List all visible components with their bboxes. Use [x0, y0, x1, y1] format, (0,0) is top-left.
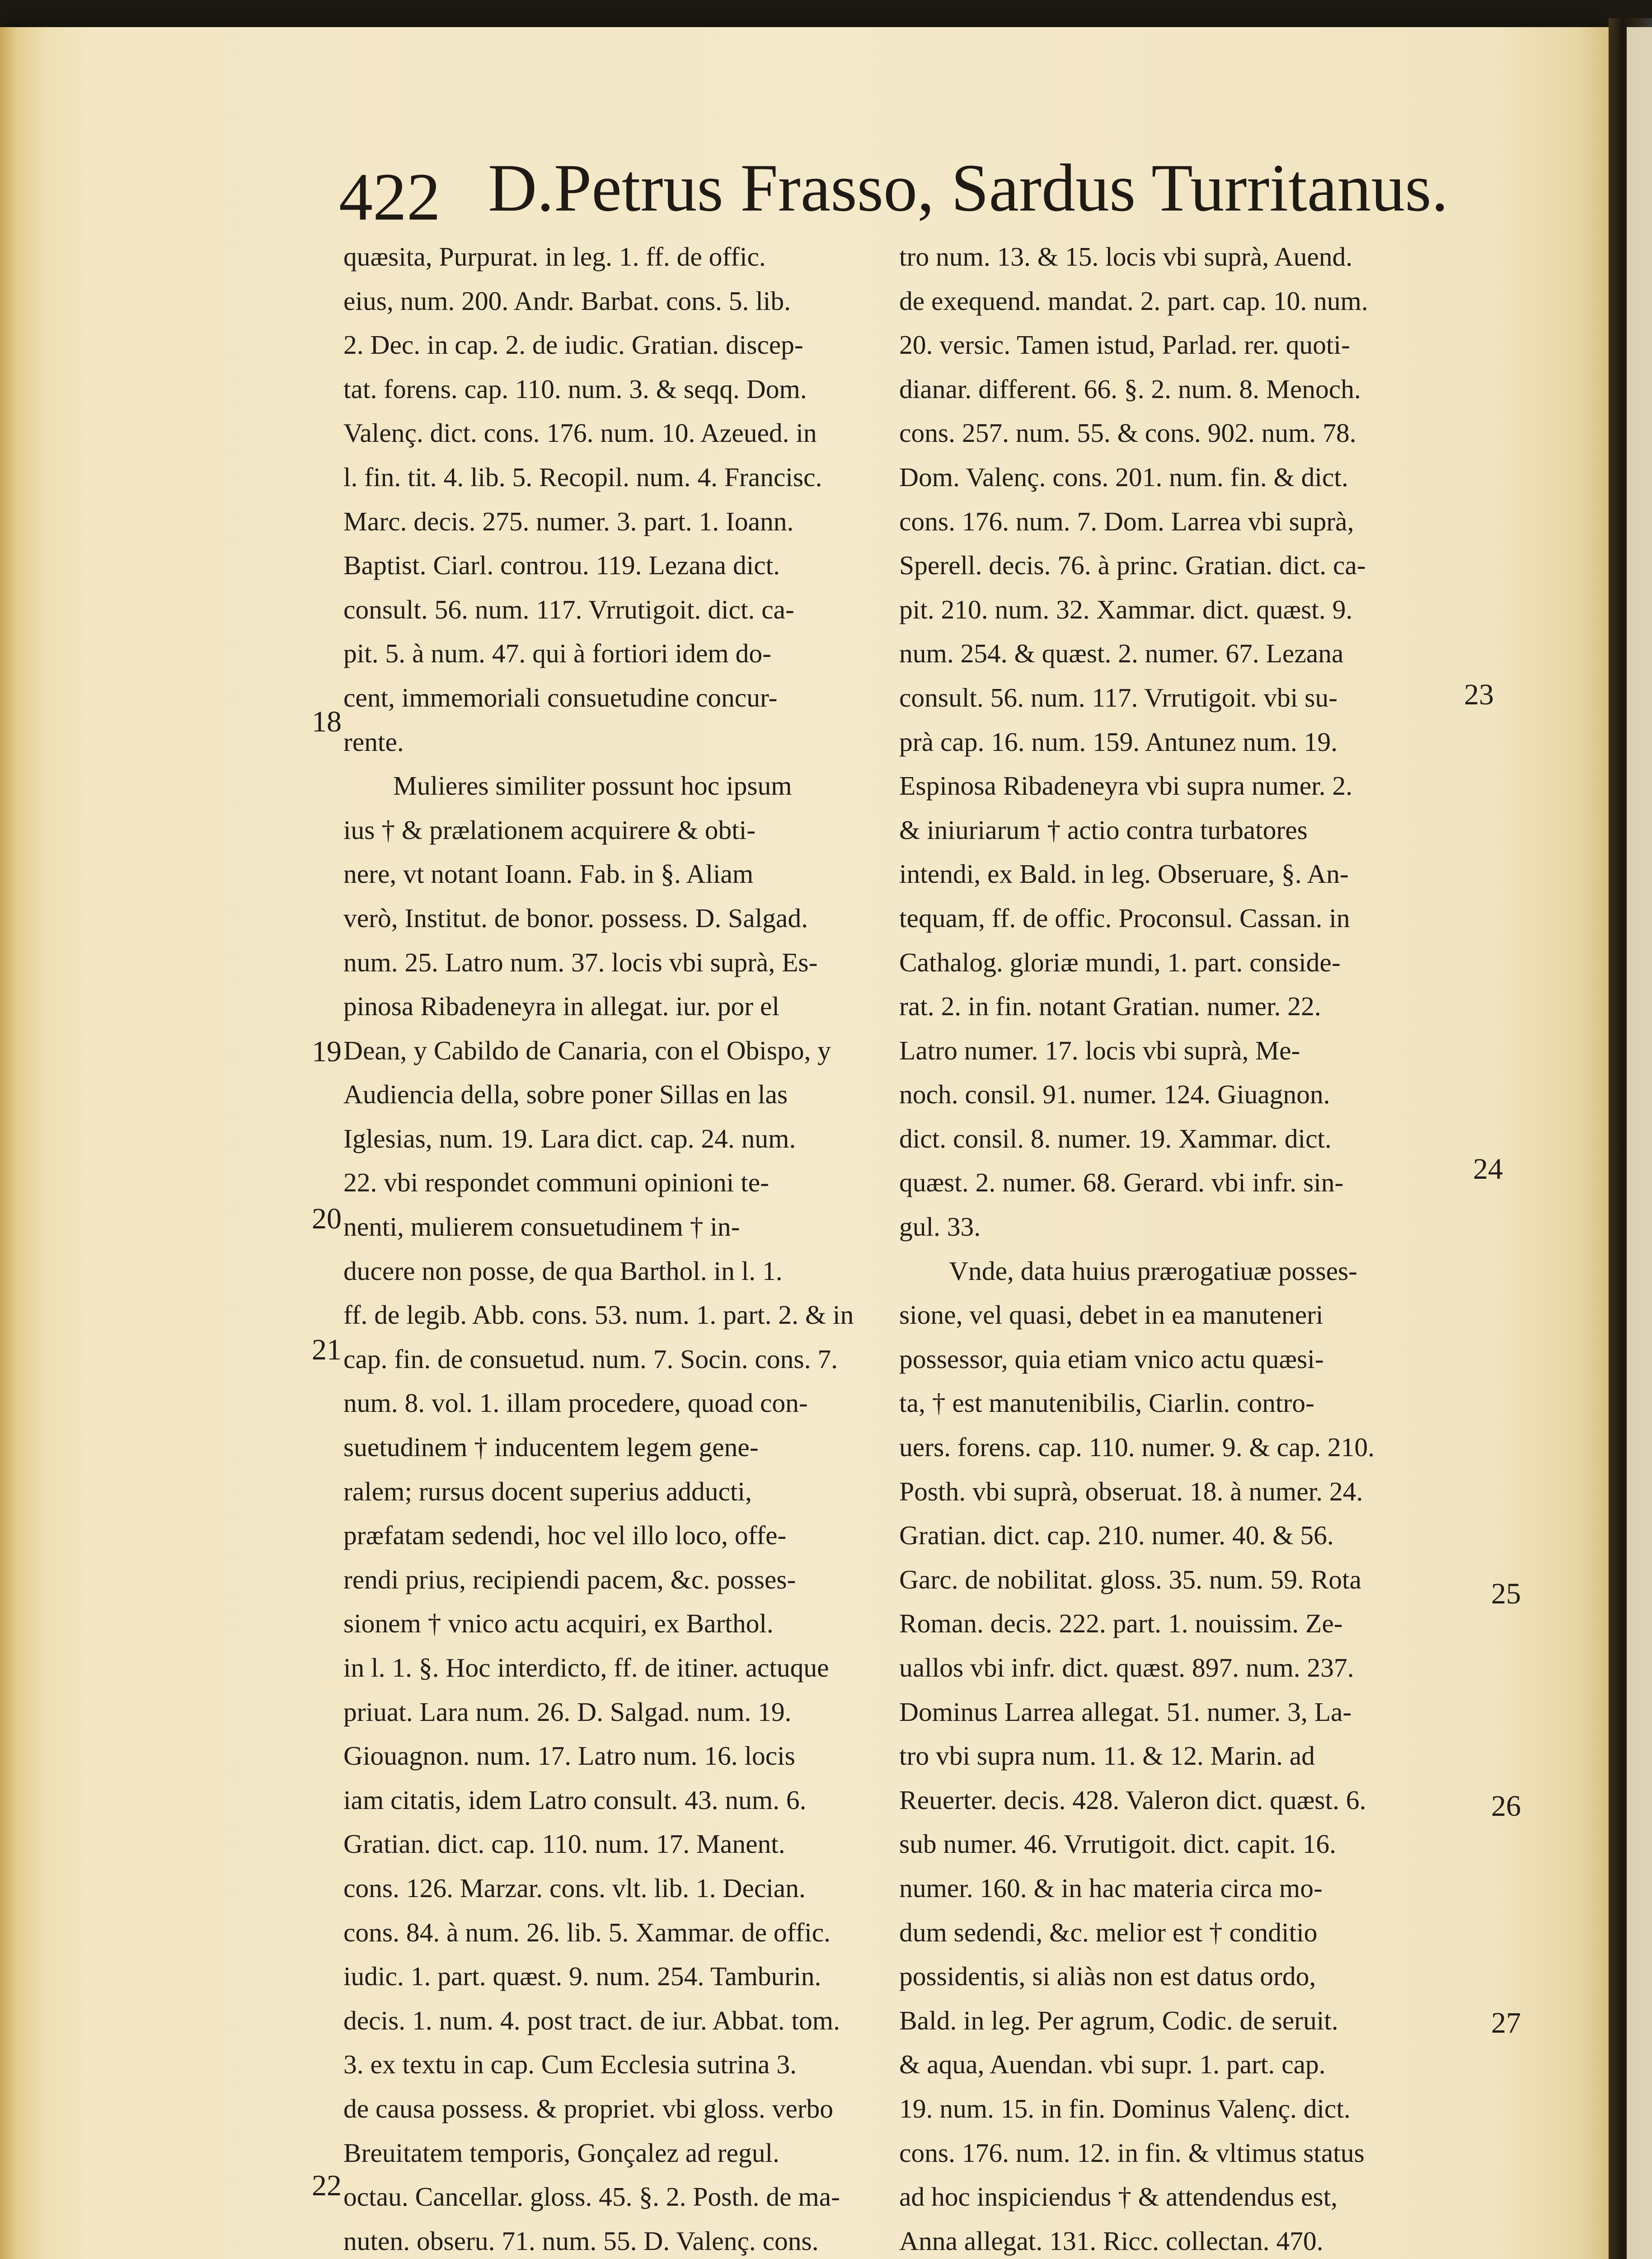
margin-number: 25	[1491, 1577, 1521, 1610]
text-line: intendi, ex Bald. in leg. Obseruare, §. An-	[899, 859, 1349, 889]
text-line: consult. 56. num. 117. Vrrutigoit. dict. ca-	[343, 594, 794, 624]
text-line: cons. 176. num. 12. in fin. & vltimus status	[899, 2137, 1365, 2168]
text-line: possessor, quia etiam vnico actu quæsi-	[899, 1344, 1324, 1374]
text-line: octau. Cancellar. gloss. 45. §. 2. Posth. de ma-	[343, 2182, 840, 2212]
text-line: l. fin. tit. 4. lib. 5. Recopil. num. 4. Francisc.	[343, 462, 822, 492]
text-line: quæst. 2. numer. 68. Gerard. vbi infr. sin-	[899, 1167, 1344, 1198]
text-line: quæsita, Purpurat. in leg. 1. ff. de offic.	[343, 242, 766, 272]
text-line: nuten. obseru. 71. num. 55. D. Valenç. cons.	[343, 2226, 819, 2256]
text-line: rente.	[343, 726, 404, 757]
margin-number: 23	[1464, 678, 1494, 711]
text-line: dianar. different. 66. §. 2. num. 8. Menoch.	[899, 374, 1361, 404]
text-line: & iniuriarum † actio contra turbatores	[899, 815, 1308, 845]
text-line: Reuerter. decis. 428. Valeron dict. quæst. 6.	[899, 1785, 1366, 1815]
text-line: Audiencia della, sobre poner Sillas en las	[343, 1079, 788, 1110]
text-line: iam citatis, idem Latro consult. 43. num. 6.	[343, 1785, 807, 1815]
text-line: ad hoc inspiciendus † & attendendus est,	[899, 2182, 1338, 2212]
text-line: in l. 1. §. Hoc interdicto, ff. de itiner. actuque	[343, 1653, 829, 1683]
text-line: uers. forens. cap. 110. numer. 9. & cap. 210.	[899, 1432, 1375, 1462]
text-line: Mulieres similiter possunt hoc ipsum	[393, 771, 792, 801]
text-line: tat. forens. cap. 110. num. 3. & seqq. Dom.	[343, 374, 807, 404]
page-number: 422	[339, 159, 441, 234]
text-line: pinosa Ribadeneyra in allegat. iur. por el	[343, 991, 779, 1022]
text-line: sione, vel quasi, debet in ea manuteneri	[899, 1300, 1323, 1330]
text-line: 20. versic. Tamen istud, Parlad. rer. quoti-	[899, 330, 1350, 360]
text-line: rat. 2. in fin. notant Gratian. numer. 22.	[899, 991, 1321, 1022]
text-line: tro vbi supra num. 11. & 12. Marin. ad	[899, 1741, 1315, 1771]
text-line: de exequend. mandat. 2. part. cap. 10. num.	[899, 286, 1368, 316]
margin-number: 26	[1491, 1790, 1521, 1823]
text-line: tro num. 13. & 15. locis vbi suprà, Auend.	[899, 242, 1353, 272]
right-text-column	[899, 235, 1441, 2259]
text-line: Iglesias, num. 19. Lara dict. cap. 24. num.	[343, 1123, 796, 1153]
text-line: uallos vbi infr. dict. quæst. 897. num. 237.	[899, 1653, 1354, 1683]
text-line: Dominus Larrea allegat. 51. numer. 3, La-	[899, 1697, 1352, 1727]
text-line: præfatam sedendi, hoc vel illo loco, offe-	[343, 1520, 787, 1551]
text-line: sub numer. 46. Vrrutigoit. dict. capit. 16.	[899, 1829, 1337, 1859]
left-text-column	[343, 235, 886, 2259]
margin-number: 21	[312, 1333, 342, 1366]
text-line: Espinosa Ribadeneyra vbi supra numer. 2.	[899, 771, 1353, 801]
text-line: Latro numer. 17. locis vbi suprà, Me-	[899, 1035, 1300, 1065]
text-line: 3. ex textu in cap. Cum Ecclesia sutrina 3.	[343, 2049, 797, 2080]
margin-number: 19	[312, 1035, 342, 1068]
text-line: cons. 257. num. 55. & cons. 902. num. 78.	[899, 418, 1356, 448]
text-line: cons. 126. Marzar. cons. vlt. lib. 1. Decian.	[343, 1873, 806, 1903]
text-line: dum sedendi, &c. melior est † conditio	[899, 1917, 1318, 1947]
text-line: num. 8. vol. 1. illam procedere, quoad con-	[343, 1388, 808, 1418]
text-line: 2. Dec. in cap. 2. de iudic. Gratian. discep-	[343, 330, 803, 360]
text-line: cons. 176. num. 7. Dom. Larrea vbi suprà,	[899, 506, 1354, 536]
text-line: Cathalog. gloriæ mundi, 1. part. conside-	[899, 947, 1341, 977]
text-line: cap. fin. de consuetud. num. 7. Socin. cons. 7.	[343, 1344, 838, 1374]
text-line: decis. 1. num. 4. post tract. de iur. Abbat. tom.	[343, 2005, 840, 2035]
text-line: num. 254. & quæst. 2. numer. 67. Lezana	[899, 638, 1344, 669]
text-line: noch. consil. 91. numer. 124. Giuagnon.	[899, 1079, 1330, 1110]
text-line: ralem; rursus docent superius adducti,	[343, 1476, 752, 1506]
text-line: Dean, y Cabildo de Canaria, con el Obispo, y	[343, 1035, 831, 1065]
text-line: Sperell. decis. 76. à princ. Gratian. dict. ca-	[899, 550, 1366, 581]
margin-number: 24	[1473, 1153, 1503, 1186]
margin-number: 27	[1491, 2006, 1521, 2039]
text-line: pit. 210. num. 32. Xammar. dict. quæst. 9.	[899, 594, 1353, 624]
text-line: ducere non posse, de qua Barthol. in l. 1.	[343, 1256, 783, 1286]
text-line: tequam, ff. de offic. Proconsul. Cassan. in	[899, 903, 1350, 933]
text-line: pit. 5. à num. 47. qui à fortiori idem do-	[343, 638, 771, 669]
margin-number: 18	[312, 705, 342, 738]
text-line: numer. 160. & in hac materia circa mo-	[899, 1873, 1323, 1903]
text-line: dict. consil. 8. numer. 19. Xammar. dict.	[899, 1123, 1332, 1153]
text-line: iudic. 1. part. quæst. 9. num. 254. Tamburin.	[343, 1961, 821, 1992]
text-line: Baptist. Ciarl. controu. 119. Lezana dict.	[343, 550, 780, 581]
margin-number: 20	[312, 1202, 342, 1235]
text-line: Posth. vbi suprà, obseruat. 18. à numer. 24.	[899, 1476, 1363, 1506]
text-line: Giouagnon. num. 17. Latro num. 16. locis	[343, 1741, 795, 1771]
text-line: eius, num. 200. Andr. Barbat. cons. 5. lib.	[343, 286, 791, 316]
text-line: & aqua, Auendan. vbi supr. 1. part. cap.	[899, 2049, 1326, 2080]
text-line: de causa possess. & propriet. vbi gloss. verbo	[343, 2093, 834, 2123]
text-line: suetudinem † inducentem legem gene-	[343, 1432, 759, 1462]
text-line: ius † & prælationem acquirere & obti-	[343, 815, 756, 845]
text-line: num. 25. Latro num. 37. locis vbi suprà, Es-	[343, 947, 818, 977]
text-line: ff. de legib. Abb. cons. 53. num. 1. part. 2. & in	[343, 1300, 854, 1330]
text-line: priuat. Lara num. 26. D. Salgad. num. 19.	[343, 1697, 792, 1727]
text-line: Garc. de nobilitat. gloss. 35. num. 59. Rota	[899, 1564, 1361, 1594]
next-page-edge	[1627, 27, 1652, 2259]
text-line: Breuitatem temporis, Gonçalez ad regul.	[343, 2137, 779, 2168]
text-line: consult. 56. num. 117. Vrrutigoit. vbi su-	[899, 682, 1338, 712]
text-line: Gratian. dict. cap. 110. num. 17. Manent.	[343, 1829, 785, 1859]
text-line: cons. 84. à num. 26. lib. 5. Xammar. de offic.	[343, 1917, 831, 1947]
text-line: prà cap. 16. num. 159. Antunez num. 19.	[899, 726, 1338, 757]
text-line: 19. num. 15. in fin. Dominus Valenç. dict.	[899, 2093, 1351, 2123]
text-line: rendi prius, recipiendi pacem, &c. posses-	[343, 1564, 796, 1594]
margin-number: 22	[312, 2169, 342, 2202]
text-line: 22. vbi respondet communi opinioni te-	[343, 1167, 769, 1198]
text-line: Dom. Valenç. cons. 201. num. fin. & dict.	[899, 462, 1348, 492]
text-line: sionem † vnico actu acquiri, ex Barthol.	[343, 1608, 774, 1639]
text-line: verò, Institut. de bonor. possess. D. Salgad.	[343, 903, 808, 933]
text-line: nere, vt notant Ioann. Fab. in §. Aliam	[343, 859, 754, 889]
text-line: ta, † est manutenibilis, Ciarlin. contro-	[899, 1388, 1314, 1418]
running-title: D.Petrus Frasso, Sardus Turritanus.	[488, 150, 1449, 225]
text-line: cent, immemoriali consuetudine concur-	[343, 682, 778, 712]
text-line: Roman. decis. 222. part. 1. nouissim. Ze-	[899, 1608, 1343, 1639]
text-line: Gratian. dict. cap. 210. numer. 40. & 56.	[899, 1520, 1334, 1551]
text-line: gul. 33.	[899, 1212, 981, 1242]
text-line: nenti, mulierem consuetudinem † in-	[343, 1212, 740, 1242]
text-line: Bald. in leg. Per agrum, Codic. de seruit.	[899, 2005, 1338, 2035]
text-line: possidentis, si aliàs non est datus ordo,	[899, 1961, 1316, 1992]
text-line: Marc. decis. 275. numer. 3. part. 1. Ioann.	[343, 506, 794, 536]
text-line: Vnde, data huius prærogatiuæ posses-	[949, 1256, 1357, 1286]
text-line: Anna allegat. 131. Ricc. collectan. 470.	[899, 2226, 1323, 2256]
text-line: Valenç. dict. cons. 176. num. 10. Azeued. in	[343, 418, 817, 448]
